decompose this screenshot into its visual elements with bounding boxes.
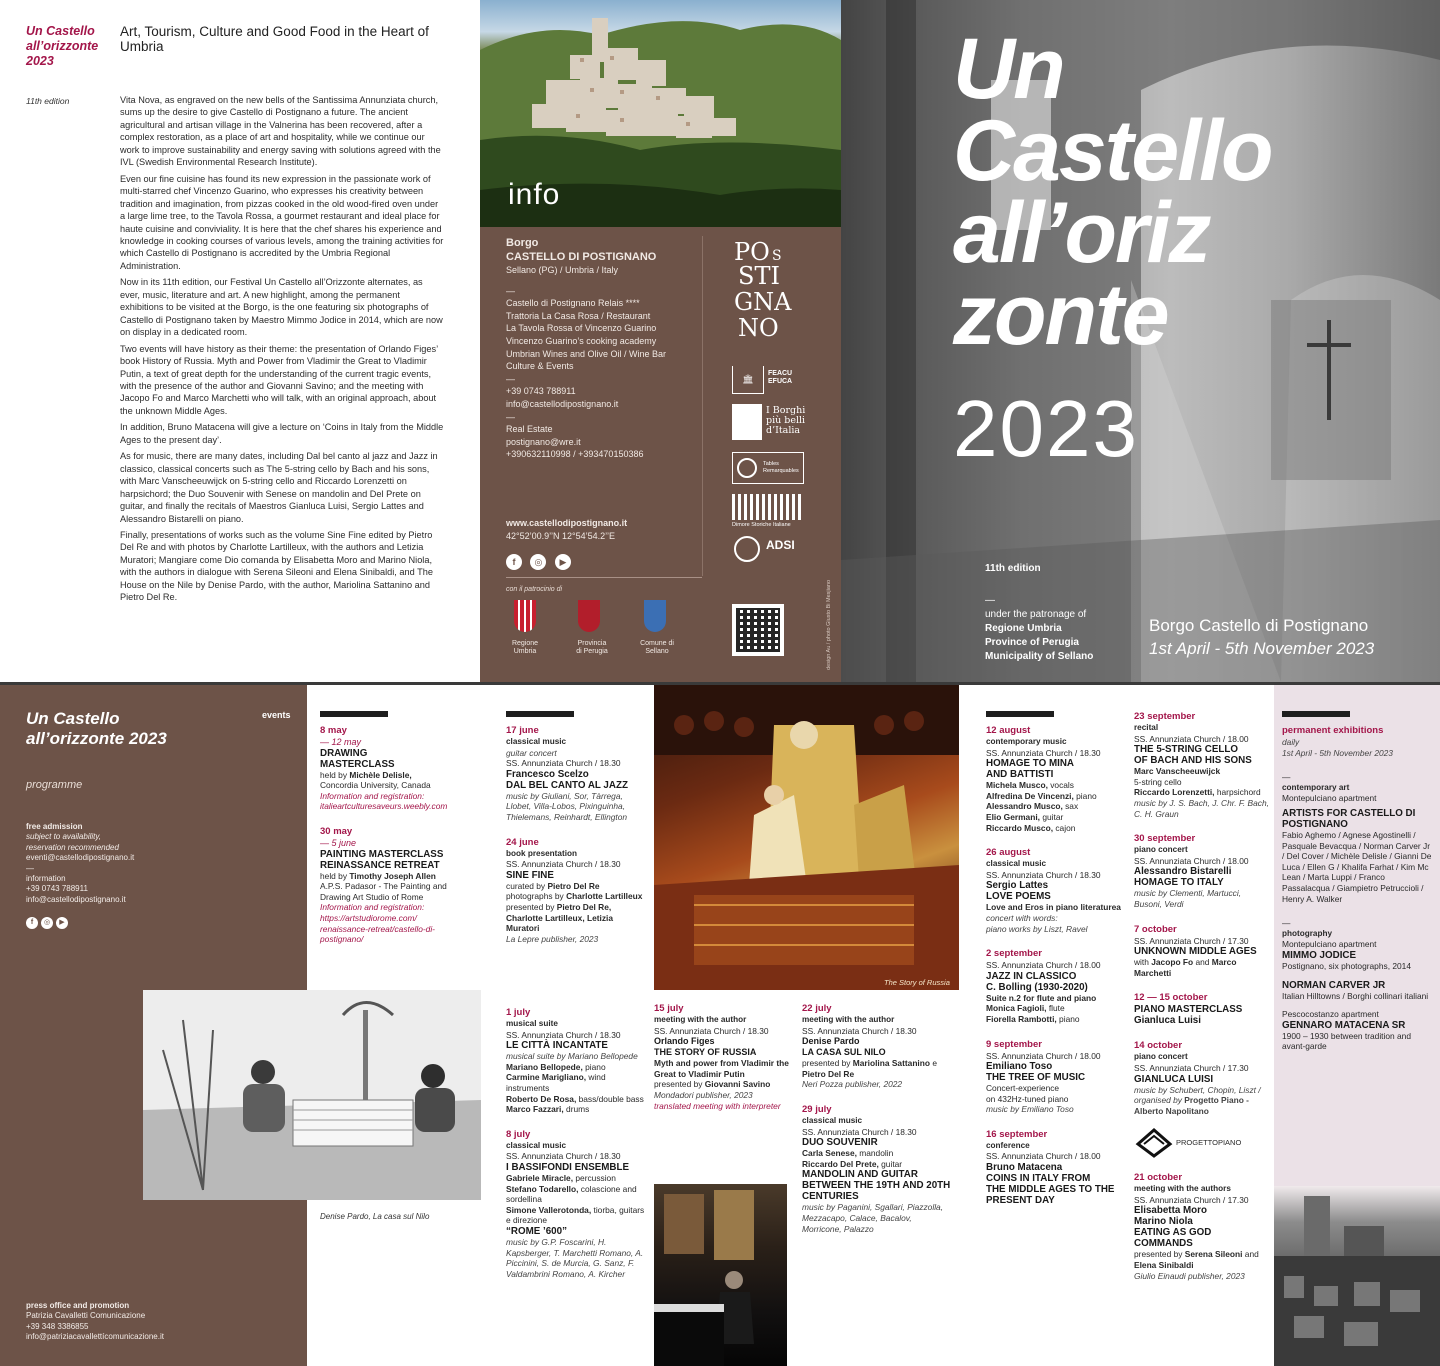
dash: — xyxy=(506,411,515,422)
intro-paragraph: In addition, Bruno Matacena will give a lecture on ‘Coins in Italy from the Middle Ages to the present day’. xyxy=(120,422,444,445)
adsi-logo: ADSI xyxy=(766,538,795,552)
patron-item: Province of Perugia xyxy=(985,637,1079,648)
cover-title-line: Castello xyxy=(953,103,1272,199)
borghi-logo: I Borghi più belli d’Italia xyxy=(766,405,806,436)
events-col-july-right: 22 july meeting with the author SS. Annunziata Church / 18.30 Denise Pardo LA CASA SUL NILO presented by Mariolina Sattanino e Pietro Del Re Neri Pozza publisher, 2022 29 july classical music SS. Annunziata Church / 18.30 DUO SOUVENIR Carla Senese, mandolin Riccardo Del Prete, guitar MANDOLIN AND GUITAR BETWEEN THE 19TH AND 20TH CENTURIES music by Paganini, Sgallari, Piazzolla, Mezzacapo, Calace, Bacalov, Morricone, Palazzo xyxy=(802,1003,951,1234)
permanent-daily: daily xyxy=(1282,737,1300,747)
castle-name: CASTELLO DI POSTIGNANO xyxy=(506,251,657,263)
unesco-icon: 🏛 xyxy=(732,366,764,394)
info-details xyxy=(506,236,706,542)
cover-title-line: Un xyxy=(953,21,1064,117)
perugia-crest-icon xyxy=(578,600,600,632)
intro-paragraph: Now in its 11th edition, our Festival Un Castello all’Orizzonte alternates, as ever, music, literature and art. A new highlight, among the permanent exhibitions to be visited at the Borgo, is the one featuring six photographs of Castello di Postignano taken by Maestro Mimmo Jodice in 2014, which are now on display in a dedicated room. xyxy=(120,277,443,338)
section-bar xyxy=(1282,711,1350,717)
info-phone[interactable]: +39 0743 788911 xyxy=(506,386,576,397)
social-links xyxy=(26,917,266,929)
cover-title-line: all’oriz xyxy=(953,185,1210,281)
facebook-icon[interactable]: f xyxy=(26,917,38,929)
cover-year: 2023 xyxy=(953,384,1139,473)
dash: — xyxy=(26,863,34,873)
press-name: Patrizia Cavalletti Comunicazione xyxy=(26,1311,146,1321)
vertical-divider xyxy=(702,236,703,576)
feacu-logo: FEACU EFUCA xyxy=(768,370,793,385)
cover-dates: 1st April - 5th November 2023 xyxy=(1149,639,1375,658)
svg-text:STI: STI xyxy=(738,262,780,290)
press-email[interactable]: info@patriziacavallettícomunicazione.it xyxy=(26,1332,164,1342)
youtube-icon[interactable]: ▶ xyxy=(555,554,571,570)
pianist-photo xyxy=(654,1184,787,1366)
intro-panel xyxy=(0,0,480,682)
tables-icon xyxy=(737,458,757,478)
cover-venue: Borgo Castello di Postignano xyxy=(1149,616,1369,635)
events-col-october: 23 september recital SS. Annunziata Church / 18.00 THE 5-STRING CELLO OF BACH AND HIS SONS Marc Vanscheeuwijck 5-string cello Riccardo Lorenzetti, harpsichord music by J. S. Bach, J. Chr. F. Bach, C. H. Graun 30 september piano concert SS. Annunziata Church / 18.00 Alessandro Bistarelli HOMAGE TO ITALY music by Clementi, Martucci, Busoni, Verdi 7 october SS. Annunziata Church / 17.30 UNKNOWN MIDDLE AGES with Jacopo Fo and Marco Marchetti 12 — 15 october PIANO MASTERCLASS Gianluca Luisi 14 october piano concert SS. Annunziata Church / 17.30 GIANLUCA LUISI music by Schubert, Chopin, Liszt / organised by Progetto Piano - Alberto Napolitano PROGETTOPIANO 21 october meeting with the authors SS. Annunziata Church / 17.30 Elisabetta Moro Marino Niola EATING AS GOD COMMANDS presented by Serena Sileoni and Elena Sinibaldi Giulio Einaudi publisher, 2023 xyxy=(1134,711,1269,1281)
info-heading: info xyxy=(508,178,561,211)
svg-text:NO: NO xyxy=(738,314,779,342)
events-col-july: 1 july musical suite SS. Annunziata Church / 18.30 LE CITTÀ INCANTATE musical suite by Mariano Bellopede Mariano Bellopede, piano Carmine Marigliano, wind instruments Roberto De Rosa, bass/double bass Marco Fazzari, drums 8 july classical music SS. Annunziata Church / 18.30 I BASSIFONDI ENSEMBLE Gabriele Miracle, percussion Stefano Todarello, colascione and sordellina Simone Vallerotonda, tiorba, guitars e direzione “ROME ’600” music by G.P. Foscarini, H. Kapsberger, T. Marchetti Romano, A. Piccinini, S. de Murcia, G. Sanz, F. Valdambrini Romano, A. Kircher xyxy=(506,1007,645,1279)
photo-title: MIMMO JODICE xyxy=(1282,949,1357,961)
intro-tagline: Art, Tourism, Culture and Good Food in the Heart of Umbria xyxy=(120,24,429,54)
instagram-icon[interactable]: ◎ xyxy=(530,554,546,570)
realestate-email[interactable]: postignano@wre.it xyxy=(506,436,581,447)
adsi-seal-icon xyxy=(734,536,760,562)
press-phone[interactable]: +39 348 3386855 xyxy=(26,1321,89,1331)
crests-row xyxy=(506,600,706,660)
dash: — xyxy=(985,595,995,606)
service-item: La Tavola Rossa of Vincenzo Guarino xyxy=(506,323,657,334)
art-place: Montepulciano apartment xyxy=(1282,793,1377,804)
photo-caption: Denise Pardo, La casa sul Nilo xyxy=(320,1212,430,1221)
progetto-piano-label: PROGETTOPIANO xyxy=(1176,1138,1242,1148)
info-phone[interactable]: +39 0743 788911 xyxy=(26,884,88,894)
photo-desc: Postignano, six photographs, 2014 xyxy=(1282,960,1411,971)
service-item: Castello di Postignano Relais **** xyxy=(506,298,640,309)
programme-label: programme xyxy=(26,779,83,791)
info-email[interactable]: info@castellodipostignano.it xyxy=(506,398,619,409)
carver-desc: Italian Hilltowns / Borghi collinari italiani xyxy=(1282,990,1429,1001)
svg-text:S: S xyxy=(772,248,782,264)
photo-place: Montepulciano apartment xyxy=(1282,939,1377,950)
castle-location: Sellano (PG) / Umbria / Italy xyxy=(506,265,619,275)
patronage-label: under the patronage of xyxy=(985,609,1087,620)
social-links xyxy=(506,552,575,570)
events-col-august: 12 august contemporary music SS. Annunziata Church / 18.30 HOMAGE TO MINA AND BATTISTI Michela Musco, vocals Alfredina De Vincenzi, piano Alessandro Musco, sax Elio Germani, guitar Riccardo Musco, cajon 26 august classical music SS. Annunziata Church / 18.30 Sergio Lattes LOVE POEMS Love and Eros in piano literaturea concert with words: piano works by Liszt, Ravel 2 september SS. Annunziata Church / 18.00 JAZZ IN CLASSICO C. Bolling (1930-2020) Suite n.2 for flute and piano Monica Fagioli, flute Fiorella Rambotti, piano 9 september SS. Annunziata Church / 18.00 Emiliano Toso THE TREE OF MUSIC Concert-experience on 432Hz-tuned piano music by Emiliano Toso 16 september conference SS. Annunziata Church / 18.00 Bruno Matacena COINS IN ITALY FROM THE MIDDLE AGES TO THE PRESENT DAY xyxy=(986,711,1126,1206)
tables-logo xyxy=(732,452,804,484)
design-credit: design Au / photo Giusto Bi Mesjiano xyxy=(826,580,832,670)
cover-title-line: zonte xyxy=(953,267,1168,363)
svg-text:PO: PO xyxy=(734,238,770,266)
castle-photo xyxy=(1274,1186,1440,1366)
instagram-icon[interactable]: ◎ xyxy=(41,917,53,929)
permanent-title: permanent exhibitions xyxy=(1282,725,1384,736)
programme-brand xyxy=(26,709,176,749)
photo-category: photography xyxy=(1282,928,1333,938)
crest-label: Comune di Sellano xyxy=(640,640,674,655)
art-category: contemporary art xyxy=(1282,782,1350,792)
events-col-july-mid: 15 july meeting with the author SS. Annunziata Church / 18.30 Orlando Figes THE STORY OF RUSSIA Myth and power from Vladimir the Great to Vladimir Putin presented by Giovanni Savino Mondadori publisher, 2023 translated meeting with interpreter xyxy=(654,1003,789,1111)
dash: — xyxy=(1282,918,1291,929)
intro-body xyxy=(120,94,445,608)
dash: — xyxy=(1282,772,1291,783)
pesco-desc: 1900 – 1930 between tradition and avant-garde xyxy=(1282,1030,1411,1052)
press-office xyxy=(26,1301,266,1343)
intro-paragraph: Vita Nova, as engraved on the new bells of the Santissima Annunziata church, sums up the desire to give Castello di Postignano a future. The ancient agricultural and artisan village in the Valnerina has been recovered, after a complex restoration, as a place of art and hospitality, while we continue our work to improve sustainability and energy saving with solutions agreed with the IVL (Swedish Environmental Research Institute). xyxy=(120,95,441,168)
events-tag: events xyxy=(262,710,291,720)
patronage-label: con il patrocinio di xyxy=(506,586,563,593)
free-note: reservation recommended xyxy=(26,842,119,852)
pianist-illustration xyxy=(654,1184,787,1366)
intro-paragraph: As for music, there are many dates, including Dal bel canto al jazz and Jazz in classico, classical concerts such as The 5-string cello by Bach and his sons, with Marc Vanscheeuwijck on 5-string cello and Riccardo Lorenzetti on harpsichord; the Duo Souvenir with Senese on mandolin and Del Prete on guitar, and finally the recitals of Maestros Gianluca Luisi, Sergio Lattes and Alessandro Bistarelli on piano. xyxy=(120,451,438,524)
piano-logo-icon xyxy=(1134,1126,1174,1158)
dash: — xyxy=(506,373,515,384)
dimore-icon xyxy=(732,494,804,520)
service-item: Culture & Events xyxy=(506,361,574,372)
pesco-place: Pescocostanzo apartment xyxy=(1282,1009,1379,1020)
section-bar xyxy=(986,711,1054,717)
free-admission xyxy=(26,822,266,929)
terrace-illustration xyxy=(143,990,481,1200)
cover-edition: 11th edition xyxy=(985,563,1041,574)
cover-patronage xyxy=(985,594,1093,664)
service-item: Umbrian Wines and Olive Oil / Wine Bar xyxy=(506,348,667,359)
dimore-label: Dimore Storiche Italiane xyxy=(732,522,791,528)
coronation-illustration xyxy=(654,685,959,990)
carver-title: NORMAN CARVER JR xyxy=(1282,979,1386,991)
intro-edition: 11th edition xyxy=(26,96,70,106)
section-bar xyxy=(320,711,388,717)
painting-caption: The Story of Russia xyxy=(884,978,950,987)
reservation-email[interactable]: eventi@castellodipostignano.it xyxy=(26,853,135,863)
patron-item: Regione Umbria xyxy=(985,623,1062,634)
pesco-title: GENNARO MATACENA SR xyxy=(1282,1019,1406,1031)
postignano-logo xyxy=(732,236,816,349)
facebook-icon[interactable]: f xyxy=(506,554,522,570)
permanent-exhibitions xyxy=(1282,711,1432,1052)
intro-paragraph: Finally, presentations of works such as the volume Sine Fine edited by Pietro Del Re and with photos by Charlotte Lartilleux, with the authors and Letizia Muratori; Mangiare come Dio comanda by Elisabetta Moro and Marino Niola, with the authors in dialogue with Serena Sileoni and Elena Sinibaldi, and The House on the Nile by Denise Pardo, with the author, Mariolina Sattanino and Pietro Del Re. xyxy=(120,529,433,603)
service-item: Trattoria La Casa Rosa / Restaurant xyxy=(506,310,651,321)
crest-umbria xyxy=(510,600,570,656)
castle-illustration xyxy=(1274,1186,1440,1366)
realestate-phone[interactable]: +390632110998 / +393470150386 xyxy=(506,449,644,460)
crest-label: Regione Umbria xyxy=(511,640,539,655)
free-note: subject to availability, xyxy=(26,832,101,842)
intro-paragraph: Even our fine cuisine has found its new expression in the passionate work of multi-starred chef Vincenzo Guarino, who expresses his creativity between tradition and imagination, from pizzas cooked in the old wood-fired oven under a large lime tree, to the Tavola Rossa, a gourmet restaurant and ideal place for haute cuisine and conviviality. It is here that the chef shares his experience and knowledge in cooking courses of various levels, among the training activities for which Castello di Postignano is accredited by the Umbria Regional Administration. xyxy=(120,173,444,271)
art-title: ARTISTS FOR CASTELLO DI POSTIGNANO xyxy=(1282,807,1416,830)
events-col-may: 8 may — 12 may DRAWING MASTERCLASS held by Michèle Delisle, Concordia University, Canada Information and registration: italieartculturesaveurs.weebly.com 30 may — 5 june PAINTING MASTERCLASS REINASSANCE RETREAT held by Timothy Joseph Allen A.P.S. Padasor - The Painting and Drawing Art Studio of Rome Information and registration: https://artstudiorome.com/ renaissance-retreat/castello-di- postignano/ xyxy=(320,711,470,945)
sellano-crest-icon xyxy=(644,600,666,632)
website-link[interactable]: www.castellodipostignano.it xyxy=(506,517,628,528)
qr-code-icon xyxy=(736,608,780,652)
qr-code[interactable] xyxy=(732,604,784,656)
tables-label: Tables Remarquables xyxy=(763,461,799,474)
divider xyxy=(506,577,702,578)
dash: — xyxy=(506,285,515,296)
service-item: Vincenzo Guarino’s cooking academy xyxy=(506,335,657,346)
section-bar xyxy=(506,711,574,717)
info-label: information xyxy=(26,874,66,884)
story-of-russia-painting xyxy=(654,685,959,990)
borghi-icon xyxy=(732,404,762,440)
realestate-label: Real Estate xyxy=(506,424,553,435)
borgo-label: Borgo xyxy=(506,237,539,249)
intro-paragraph: Two events will have history as their theme: the presentation of Orlando Figes’ book History of Russia. Myth and Power from Vladimir the Great to Vladimir Putin, a text of great depth for the understanding of the current tragic events, with the presence of the author and Giovanni Savino; and the meeting with Jacopo Fo and Marco Marchetti who will talk, with an original approach, about the unknown Middle Ages. xyxy=(120,343,438,416)
info-email[interactable]: info@castellodipostignano.it xyxy=(26,894,126,904)
patron-item: Municipality of Sellano xyxy=(985,651,1094,662)
denise-pardo-photo xyxy=(143,990,481,1200)
cover-place xyxy=(1149,614,1374,660)
svg-text:GNA: GNA xyxy=(734,288,792,316)
progetto-piano-logo xyxy=(1134,1126,1270,1160)
postignano-logo-icon xyxy=(732,236,816,344)
crest-perugia xyxy=(574,600,634,656)
art-names: Fabio Aghemo / Agnese Agostinelli / Pasquale Bevacqua / Norman Carver Jr / Del Cover / Michèle Delisle / Gianni De Luca / Ellen G / Khalifa Farhat / Kim Mc Lean / Marta Luppi / Franco Passalacqua / Giampietro Petruccioli / Henry A. Walker xyxy=(1282,829,1432,904)
cover-panel xyxy=(841,0,1440,682)
crest-label: Provincia di Perugia xyxy=(576,640,608,655)
info-panel xyxy=(480,0,841,682)
programme-brand-text: Un Castello all’orizzonte 2023 xyxy=(26,709,167,748)
gps-coords: 42°52’00.9’’N 12°54’54.2’’E xyxy=(506,530,615,541)
crest-sellano xyxy=(640,600,700,656)
umbria-crest-icon xyxy=(514,600,536,632)
intro-brand: Un Castello all’orizzonte 2023 xyxy=(26,24,99,68)
events-col-june: 17 june classical music guitar concert SS. Annunziata Church / 18.30 Francesco Scelzo DAL BEL CANTO AL JAZZ music by Giuliani, Sor, Tàrrega, Llobet, Villa-Lobos, Pixinguinha, Thielemans, Reinhardt, Ellington 24 june book presentation SS. Annunziata Church / 18.30 SINE FINE curated by Pietro Del Re photographs by Charlotte Lartilleux presented by Pietro Del Re, Charlotte Lartilleux, Letizia Muratori La Lepre publisher, 2023 xyxy=(506,711,646,944)
press-title: press office and promotion xyxy=(26,1301,130,1310)
youtube-icon[interactable]: ▶ xyxy=(56,917,68,929)
permanent-range: 1st April - 5th November 2023 xyxy=(1282,747,1393,758)
association-logos xyxy=(732,366,816,558)
cover-title xyxy=(953,21,1272,363)
free-title: free admission xyxy=(26,822,83,831)
